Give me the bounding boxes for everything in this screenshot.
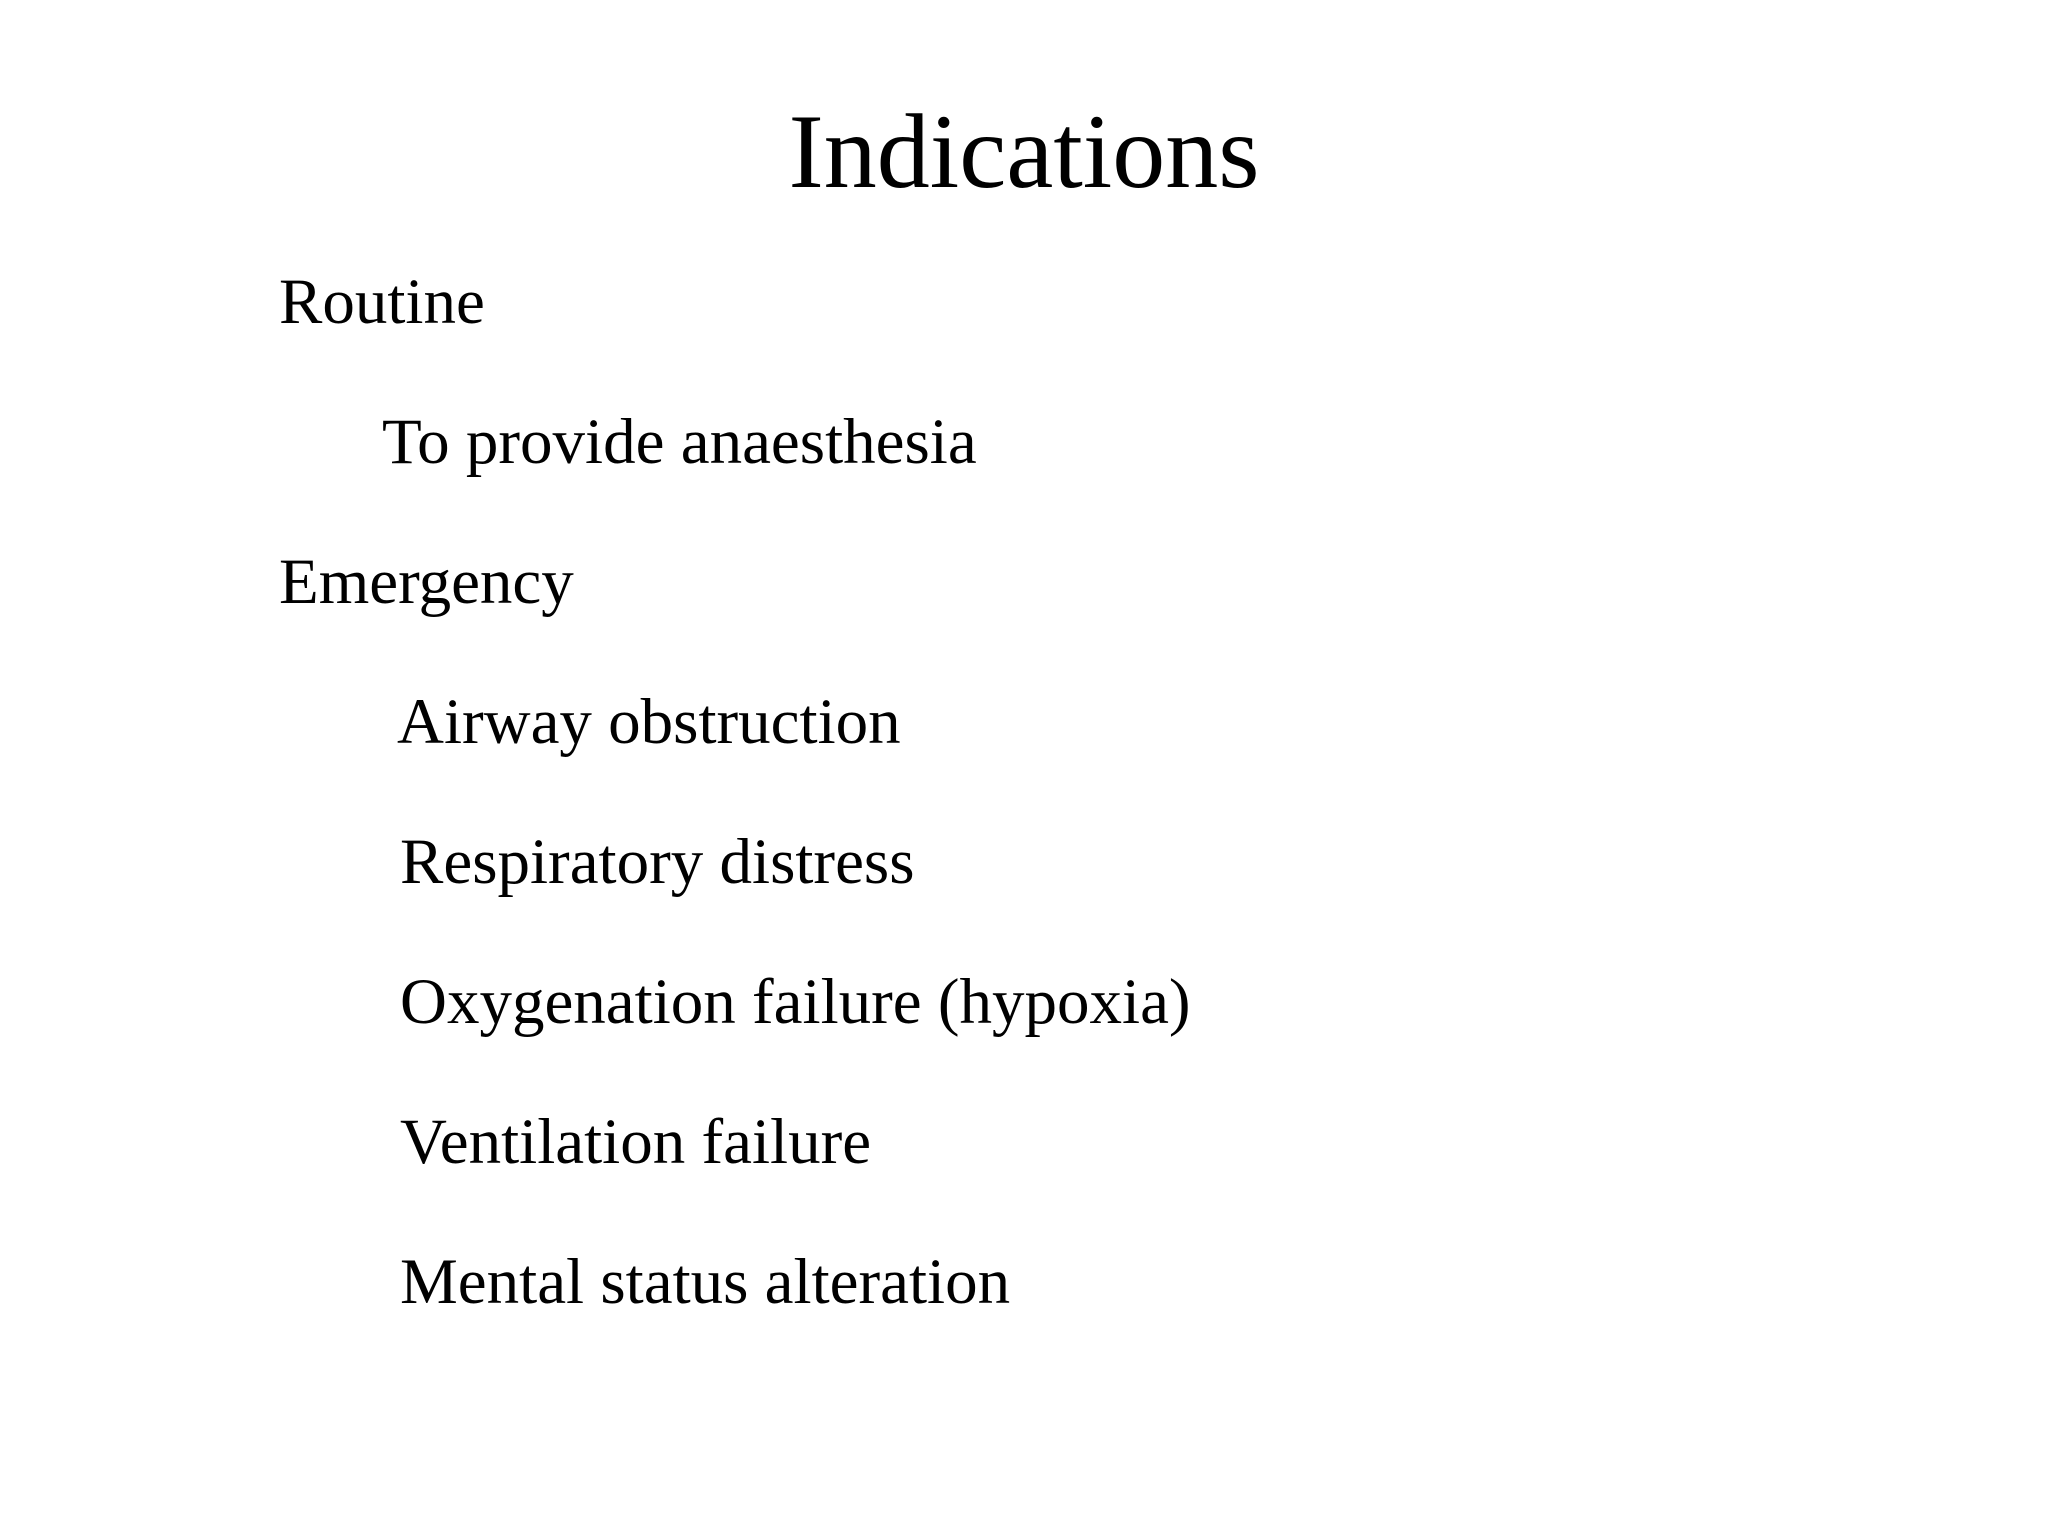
list-item: To provide anaesthesia xyxy=(382,406,977,478)
section-heading-emergency: Emergency xyxy=(279,546,574,618)
section-heading-routine: Routine xyxy=(279,266,485,338)
list-item: Ventilation failure xyxy=(400,1106,872,1178)
list-item: Respiratory distress xyxy=(400,826,915,898)
list-item: Oxygenation failure (hypoxia) xyxy=(400,966,1191,1038)
list-item: Airway obstruction xyxy=(397,686,901,758)
list-item: Mental status alteration xyxy=(400,1246,1011,1318)
slide-title: Indications xyxy=(788,93,1260,210)
